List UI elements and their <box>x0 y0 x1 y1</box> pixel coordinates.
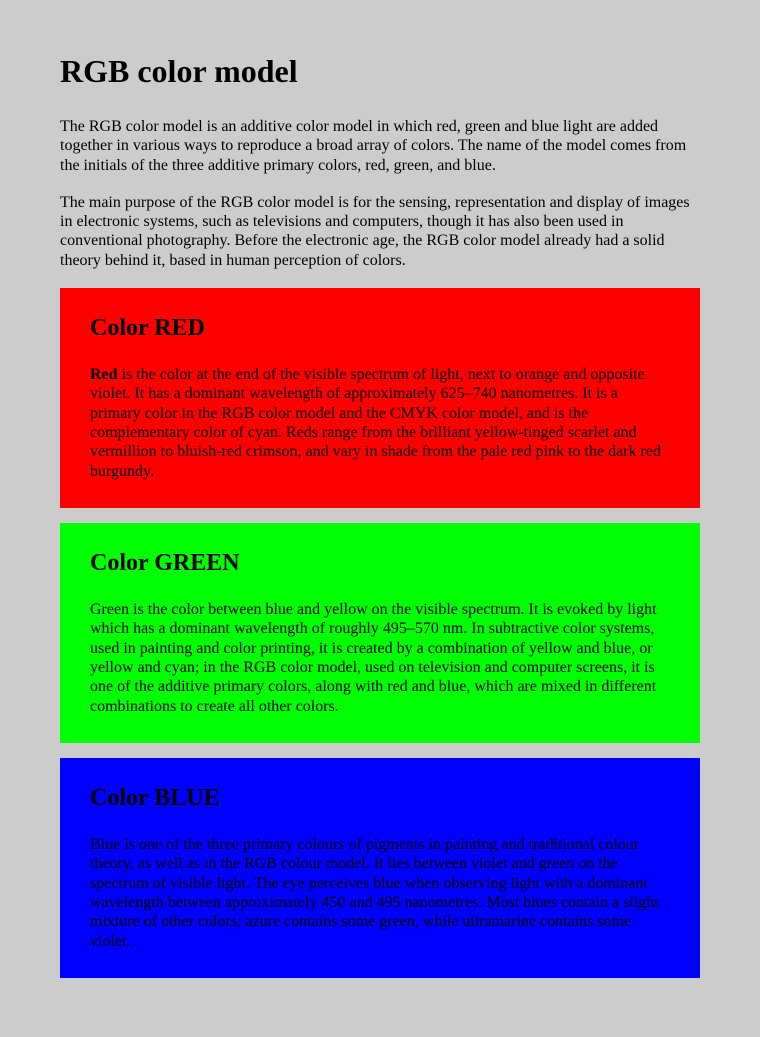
section-red-text <box>90 365 670 481</box>
section-red-body: is the color at the end of the visible spectrum of light, next to orange and opposite violet. It has a dominant wavelength of approximately 625–740 nanometres. It is a primary color in the RGB color model and the CMYK color model, and is the complementary color of cyan. Reds range from the brilliant yellow-tinged scarlet and vermillion to bluish-red crimson, and vary in shade from the pale red pink to the dark red burgundy. <box>90 366 661 480</box>
section-green-body: Green is the color between blue and yellow on the visible spectrum. It is evoked by light which has a dominant wavelength of roughly 495–570 nm. In subtractive color systems, used in painting and color printing, it is created by a combination of yellow and blue, or yellow and cyan; in the RGB color model, used on television and computer screens, it is one of the additive primary colors, along with red and blue, which are mixed in different combinations to create all other colors. <box>90 601 657 715</box>
section-blue-heading: Color BLUE <box>90 785 220 812</box>
section-green-heading: Color GREEN <box>90 550 240 577</box>
section-blue-body: Blue is one of the three primary colours of pigments in painting and traditional colour theory, as well as in the RGB colour model. It lies between violet and green on the spectrum of visible light. The eye perceives blue when observing light with a dominant wavelength between approximately 450 and 495 nanometres. Most blues contain a slight mixture of other colors; azure contains some green, while ultramarine contains some violet. <box>90 836 659 950</box>
section-red-heading: Color RED <box>90 315 205 342</box>
section-green <box>60 523 700 743</box>
section-blue <box>60 758 700 978</box>
section-red-lead: Red <box>90 366 118 384</box>
page-title: RGB color model <box>60 53 298 89</box>
section-red <box>60 288 700 508</box>
intro-paragraph-1: The RGB color model is an additive color model in which red, green and blue light are added together in various ways to reproduce a broad array of colors. The name of the model comes from the initials of the three additive primary colors, red, green, and blue. <box>60 118 687 174</box>
intro-paragraph-2: The main purpose of the RGB color model is for the sensing, representation and display of images in electronic systems, such as televisions and computers, though it has also been used in conventional photography. Before the electronic age, the RGB color model already had a solid theory behind it, based in human perception of colors. <box>60 193 690 269</box>
